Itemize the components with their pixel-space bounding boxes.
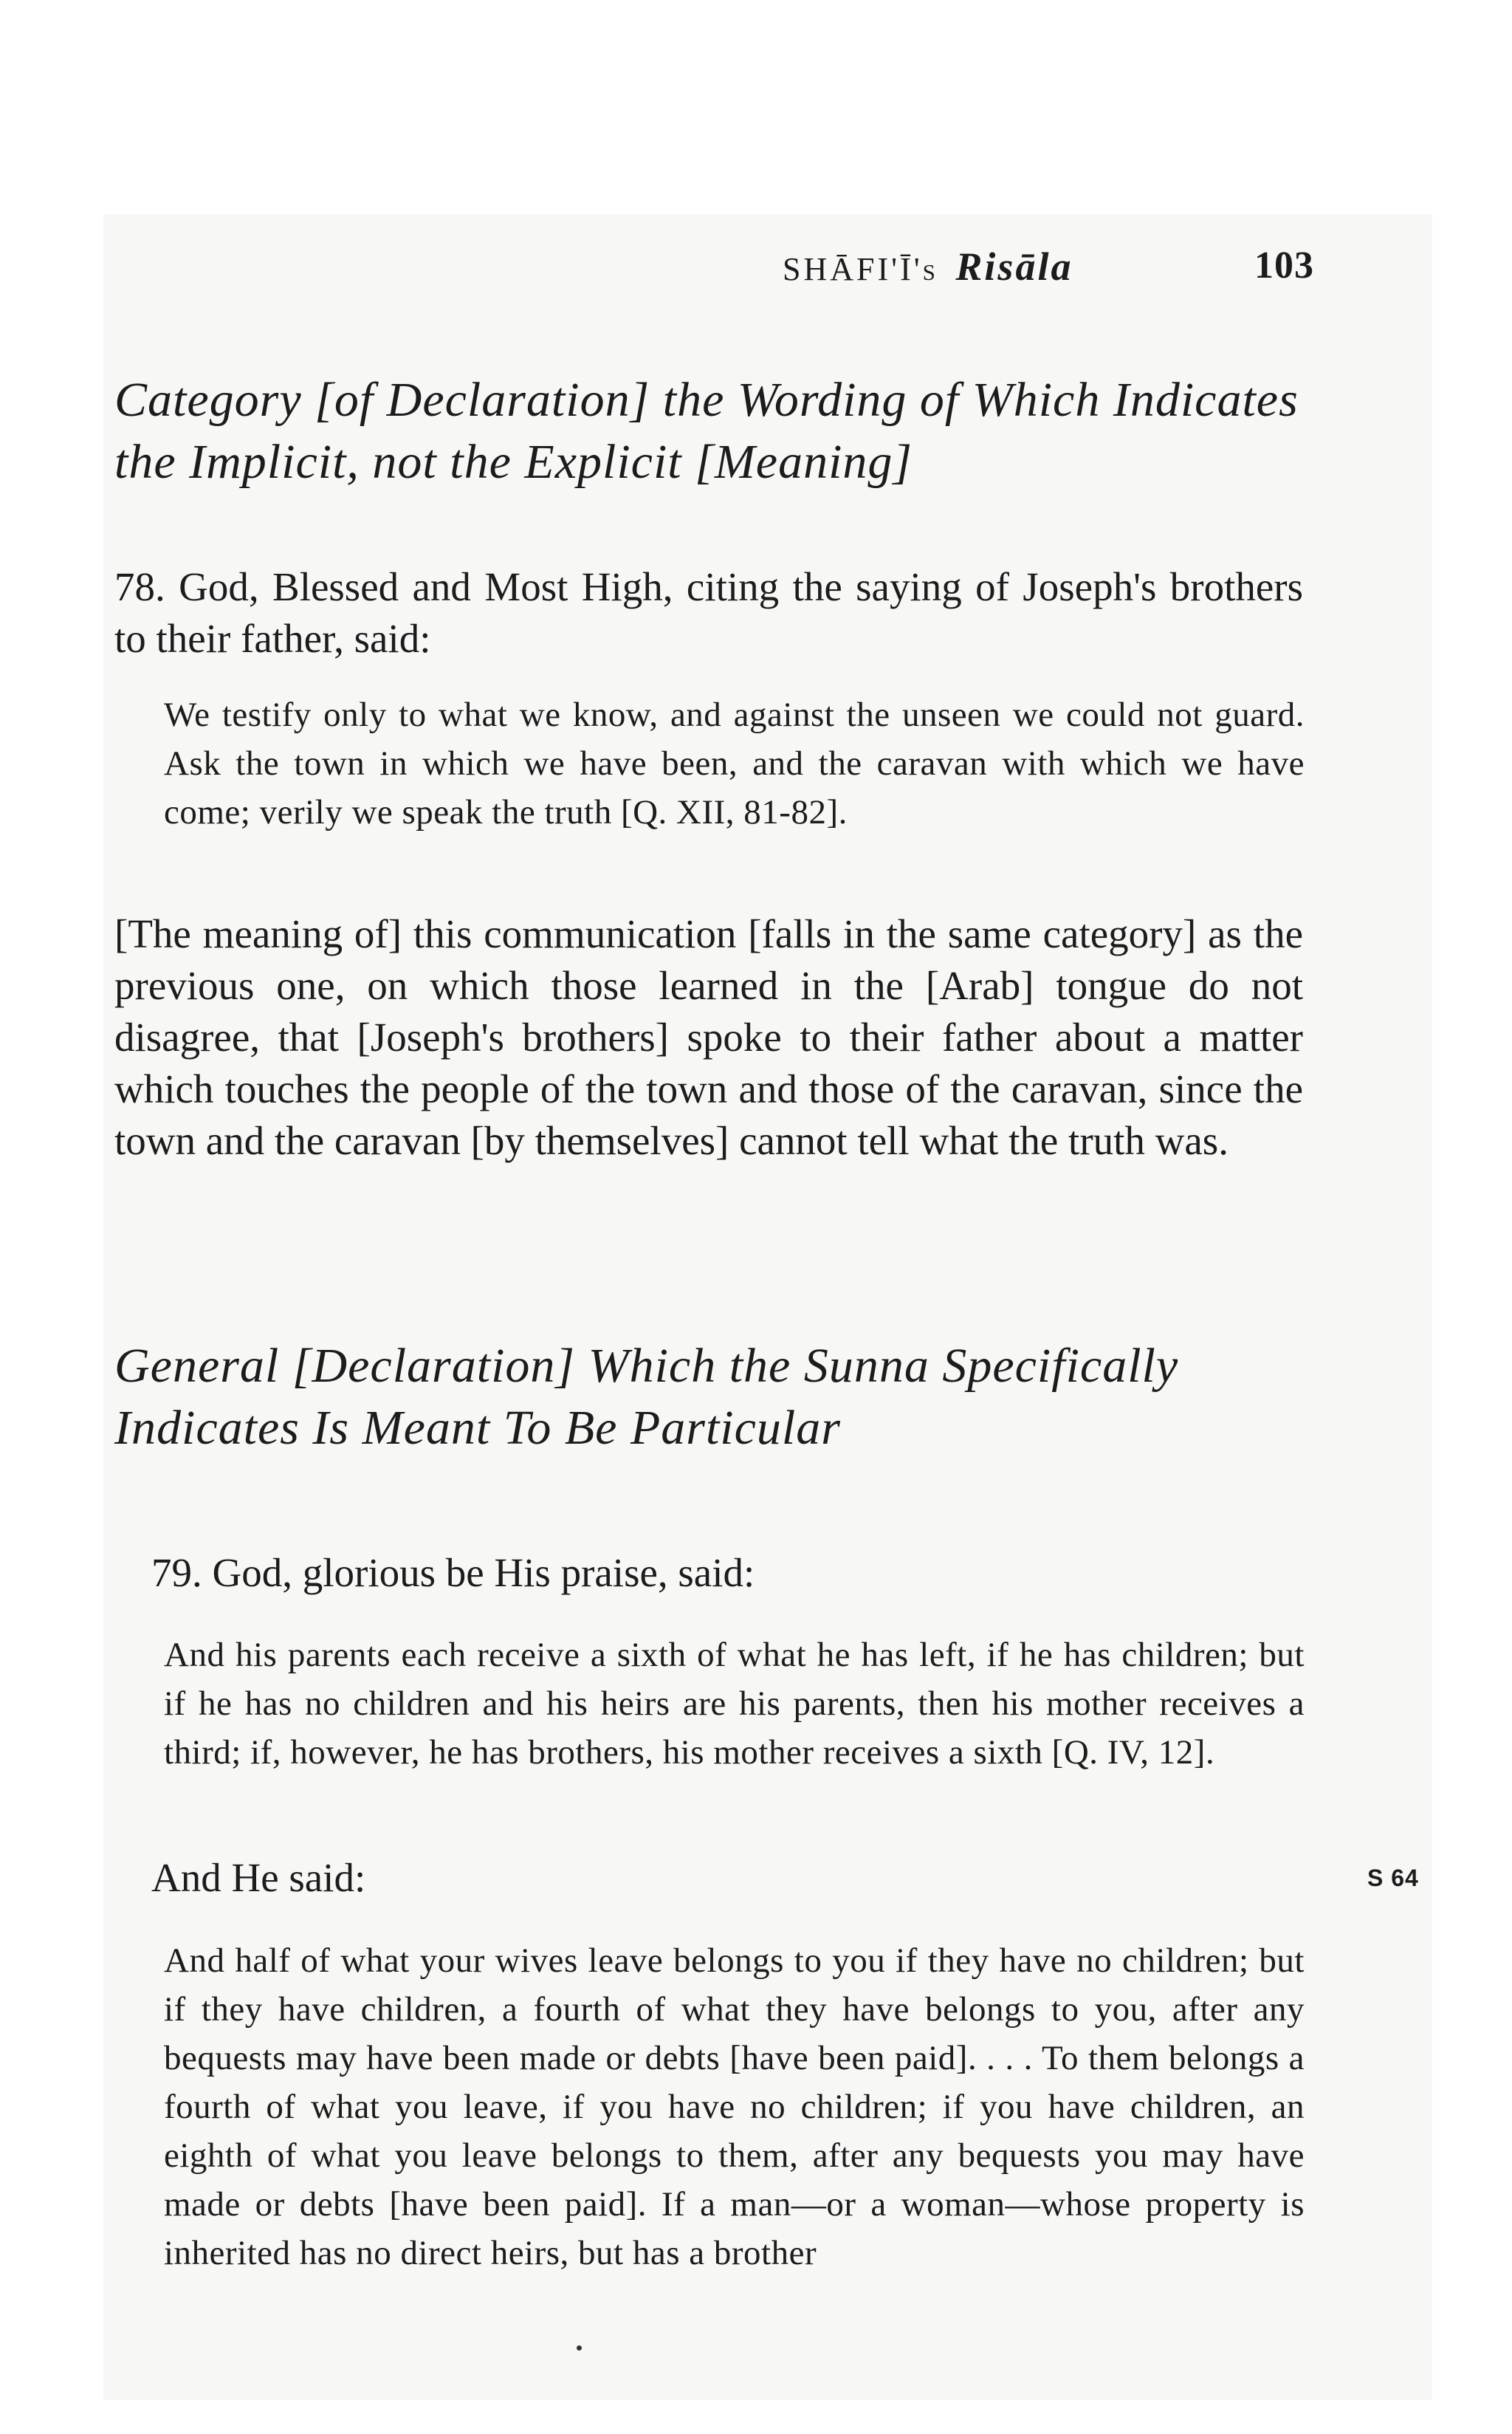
quran-quote-xii: We testify only to what we know, and against the unseen we could not guard. Ask the town in which we have been, and the caravan with which we have come; verily we speak the truth [Q. XII, 81-82]. [164, 696, 1305, 832]
margin-note-s64: S 64 [1367, 1865, 1419, 1891]
running-head-title: Risāla [955, 244, 1073, 289]
stray-dot-mark [577, 2345, 582, 2351]
and-he-said-line: And He said: [151, 1855, 366, 1900]
page-number: 103 [1254, 244, 1314, 287]
section-heading-implicit: Category [of Declaration] the Wording of Which Indicates the Implicit, not the Explicit [Meaning] [114, 373, 1299, 489]
section-heading-general: General [Declaration] Which the Sunna Specifically Indicates Is Meant To Be Particular [114, 1339, 1179, 1455]
running-head [783, 244, 1314, 289]
running-head-author: SHĀFI'Ī's [783, 251, 938, 287]
quran-quote-iv-12: And his parents each receive a sixth of what he has left, if he has children; but if he has no children and his heirs are his parents, then his mother receives a third; if, however, he has brothers, his mother receives a sixth [Q. IV, 12]. [164, 1636, 1305, 1772]
quran-quote-inheritance: And half of what your wives leave belongs to you if they have no children; but if they have children, a fourth of what they have belongs to you, after any bequests may have been made or debts [have been paid]. . . . To them belongs a fourth of what you leave, if you have no children; if you have children, an eighth of what you leave belongs to them, after any bequests you may have made or debts [have been paid]. If a man—or a woman—whose property is inherited has no direct heirs, but has a brother [164, 1941, 1305, 2272]
paragraph-79: 79. God, glorious be His praise, said: [151, 1550, 755, 1595]
commentary-paragraph: [The meaning of] this communication [falls in the same category] as the previous one, on which those learned in the [Arab] tongue do not disagree, that [Joseph's brothers] spoke to their father about a matter which touches the people of the town and those of the caravan, since the town and the caravan [by themselves] cannot tell what the truth was. [114, 911, 1303, 1163]
paragraph-78: 78. God, Blessed and Most High, citing the saying of Joseph's brothers to their father, said: [114, 564, 1303, 661]
